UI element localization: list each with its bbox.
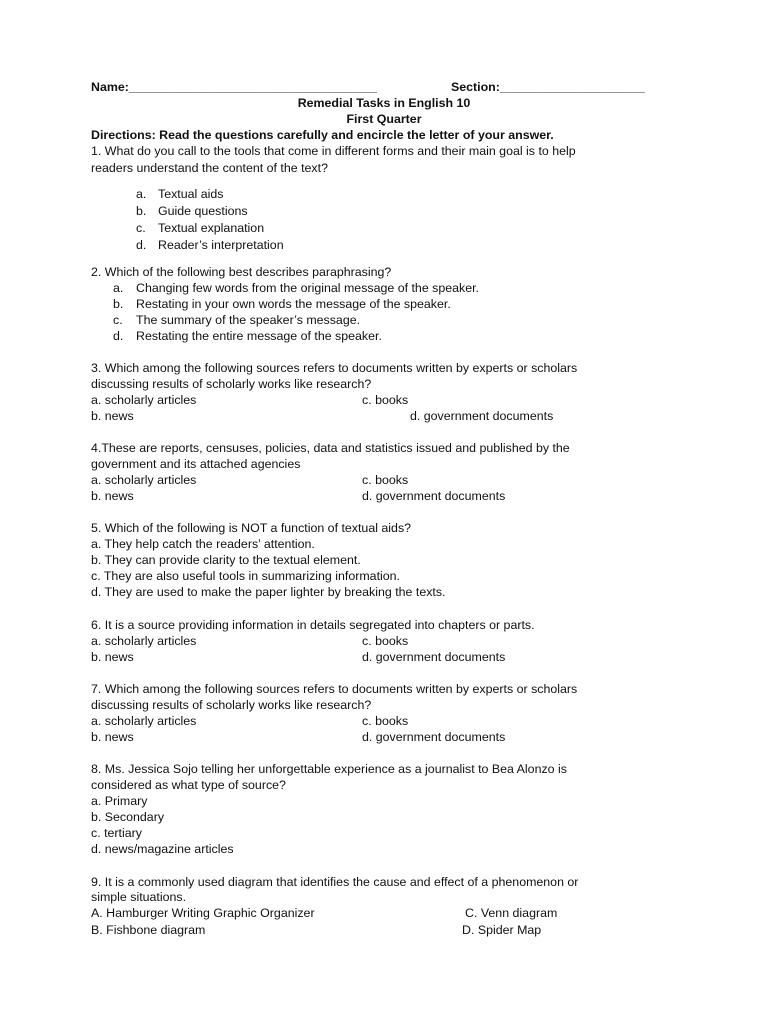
question-6-option-b: b. news	[91, 650, 134, 664]
question-6-option-c: c. books	[362, 634, 409, 648]
question-1-option-c-text: Textual explanation	[158, 221, 265, 235]
question-2-option-c-letter: c.	[113, 313, 123, 327]
question-2-option-a-text: Changing few words from the original message of the speaker.	[136, 281, 479, 295]
question-3-line-2: discussing results of scholarly works like research?	[91, 377, 372, 391]
worksheet-title: Remedial Tasks in English 10	[297, 96, 471, 110]
question-3-line-1: 3. Which among the following sources refers to documents written by experts or scholars	[91, 361, 578, 375]
question-1-line-2: readers understand the content of the text?	[91, 161, 328, 175]
question-5-line-1: 5. Which of the following is NOT a function of textual aids?	[91, 521, 412, 535]
question-2-line-1: 2. Which of the following best describes paraphrasing?	[91, 265, 392, 279]
question-2-option-d-letter: d.	[113, 329, 124, 343]
question-4-option-c: c. books	[362, 473, 409, 487]
question-1-option-d-text: Reader’s interpretation	[158, 238, 284, 252]
question-8-option-c: c. tertiary	[91, 826, 142, 840]
question-8-line-1: 8. Ms. Jessica Sojo telling her unforgettable experience as a journalist to Bea Alonzo is	[91, 762, 567, 776]
question-9-option-a: A. Hamburger Writing Graphic Organizer	[91, 906, 315, 920]
question-7-option-d: d. government documents	[362, 730, 506, 744]
question-2-option-d-text: Restating the entire message of the speaker.	[136, 329, 382, 343]
question-1-option-a-text: Textual aids	[158, 187, 224, 201]
question-9-option-d: D. Spider Map	[462, 923, 542, 937]
question-6-line-1: 6. It is a source providing information in details segregated into chapters or parts.	[91, 618, 535, 632]
question-5-option-d: d. They are used to make the paper lighter by breaking the texts.	[91, 585, 446, 599]
question-6-option-d: d. government documents	[362, 650, 506, 664]
question-4-line-2: government and its attached agencies	[91, 457, 301, 471]
question-2-option-c-text: The summary of the speaker’s message.	[136, 313, 361, 327]
question-8-line-2: considered as what type of source?	[91, 778, 286, 792]
question-1-line-1: 1. What do you call to the tools that come in different forms and their main goal is to help	[91, 144, 576, 158]
directions: Directions: Read the questions carefully and encircle the letter of your answer.	[91, 128, 554, 142]
question-6-option-a: a. scholarly articles	[91, 634, 197, 648]
question-5-option-c: c. They are also useful tools in summarizing information.	[91, 569, 400, 583]
question-8-option-b: b. Secondary	[91, 810, 165, 824]
question-5-option-a: a. They help catch the readers’ attention.	[91, 537, 315, 551]
question-1-option-b-text: Guide questions	[158, 204, 248, 218]
question-1-option-d-letter: d.	[136, 238, 147, 252]
question-1-option-c-letter: c.	[136, 221, 146, 235]
question-4-option-d: d. government documents	[362, 489, 506, 503]
question-2-option-b-letter: b.	[113, 297, 124, 311]
question-3-option-d: d. government documents	[410, 409, 554, 423]
question-9-option-b: B. Fishbone diagram	[91, 923, 206, 937]
question-4-option-a: a. scholarly articles	[91, 473, 197, 487]
question-4-line-1: 4.These are reports, censuses, policies, data and statistics issued and published by the	[91, 441, 570, 455]
question-1-option-b-letter: b.	[136, 204, 147, 218]
question-4-option-b: b. news	[91, 489, 134, 503]
question-7-option-a: a. scholarly articles	[91, 714, 197, 728]
question-7-option-b: b. news	[91, 730, 134, 744]
section-field-label: Section:_____________________	[451, 80, 645, 94]
question-9-line-2: simple situations.	[91, 890, 187, 904]
question-7-line-1: 7. Which among the following sources refers to documents written by experts or scholars	[91, 682, 578, 696]
question-5-option-b: b. They can provide clarity to the textual element.	[91, 553, 361, 567]
question-2-option-b-text: Restating in your own words the message of the speaker.	[136, 297, 451, 311]
question-1-option-a-letter: a.	[136, 187, 147, 201]
question-3-option-a: a. scholarly articles	[91, 393, 197, 407]
question-9-option-c: C. Venn diagram	[465, 906, 558, 920]
question-9-line-1: 9. It is a commonly used diagram that identifies the cause and effect of a phenomenon or	[91, 875, 579, 889]
quarter-label: First Quarter	[346, 112, 422, 126]
question-7-line-2: discussing results of scholarly works like research?	[91, 698, 372, 712]
name-field-label: Name:____________________________________	[91, 80, 377, 94]
question-3-option-b: b. news	[91, 409, 134, 423]
question-3-option-c: c. books	[362, 393, 409, 407]
question-8-option-a: a. Primary	[91, 794, 148, 808]
question-7-option-c: c. books	[362, 714, 409, 728]
question-2-option-a-letter: a.	[113, 281, 124, 295]
question-8-option-d: d. news/magazine articles	[91, 842, 234, 856]
